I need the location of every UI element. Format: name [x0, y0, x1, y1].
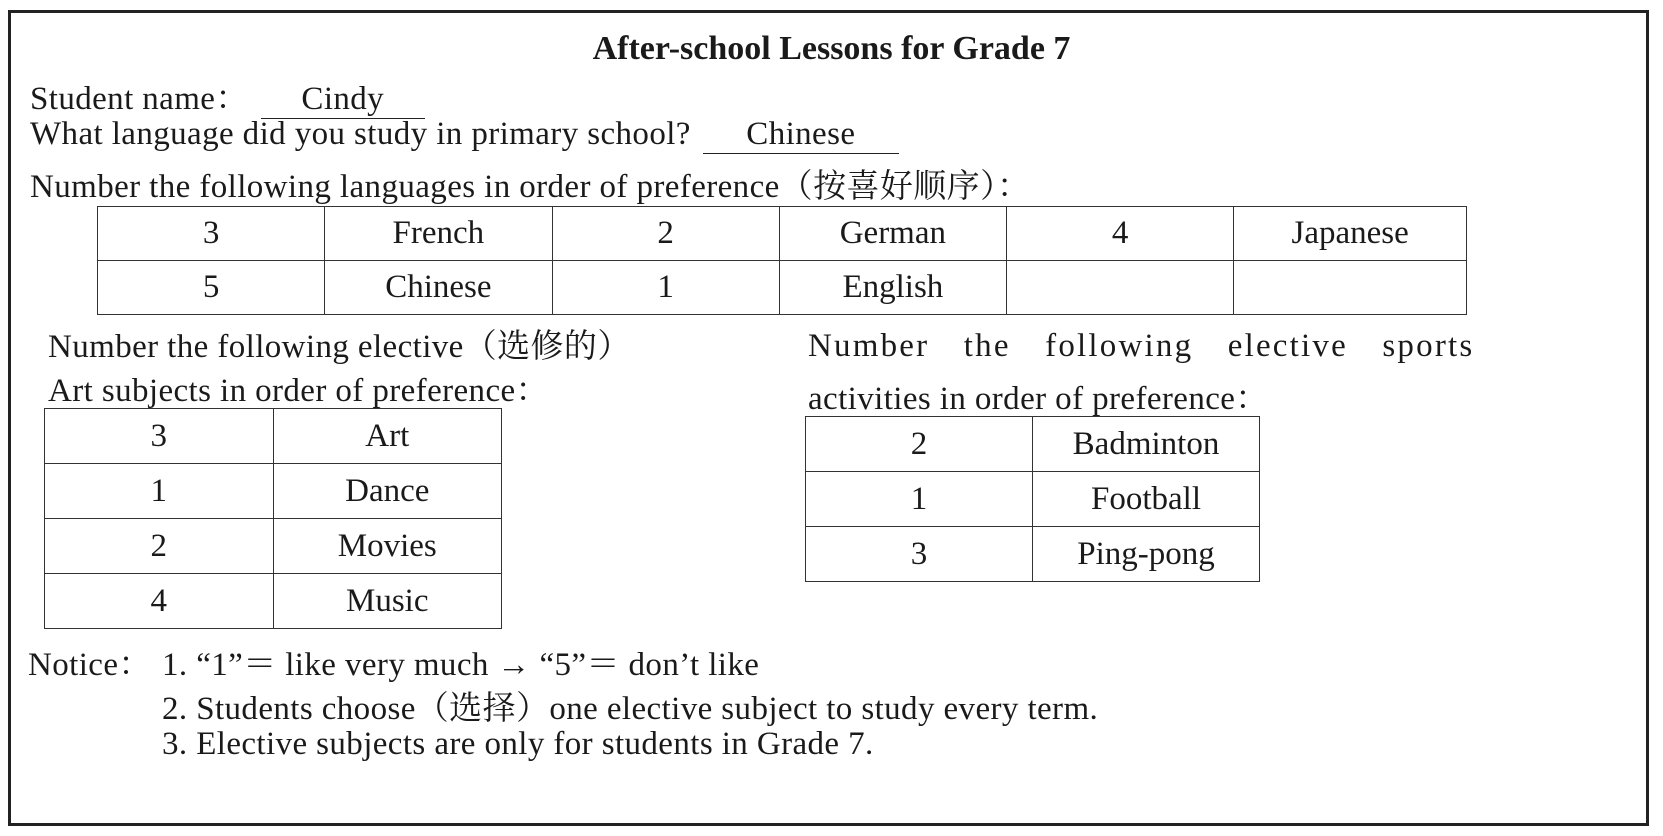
- languages-table: [97, 206, 1467, 315]
- table-cell: 1: [45, 464, 274, 519]
- primary-language-value: Chinese: [703, 116, 899, 154]
- table-cell: English: [779, 261, 1006, 315]
- student-name-value: Cindy: [261, 81, 425, 119]
- art-heading-line2: Art subjects in order of preference：: [48, 373, 549, 409]
- table-row: [98, 207, 1467, 261]
- table-cell: 3: [45, 409, 274, 464]
- table-cell: 4: [1007, 207, 1234, 261]
- table-cell: 2: [45, 519, 274, 574]
- notice-item-3: 3. Elective subjects are only for students in Grade 7.: [162, 726, 874, 762]
- student-name-label: Student name：: [30, 81, 249, 117]
- table-cell: 2: [806, 417, 1033, 472]
- table-cell: Japanese: [1234, 207, 1467, 261]
- languages-heading: Number the following languages in order of preference（按喜好顺序）：: [30, 169, 1031, 205]
- sports-heading-line1: Number the following elective sports: [808, 328, 1475, 364]
- notice-label: Notice：: [28, 647, 152, 683]
- table-row: [45, 574, 502, 629]
- notice-item-1: 1. “1”＝ like very much → “5”＝ don’t like: [162, 647, 760, 683]
- table-cell: 5: [98, 261, 325, 315]
- table-cell: German: [779, 207, 1006, 261]
- table-cell: Ping-pong: [1033, 527, 1260, 582]
- page-title: After-school Lessons for Grade 7: [592, 30, 1071, 67]
- student-name-row: [30, 72, 425, 119]
- table-cell: Dance: [273, 464, 502, 519]
- table-row: [806, 417, 1260, 472]
- sports-table: [805, 416, 1260, 582]
- table-row: [45, 409, 502, 464]
- table-cell: Football: [1033, 472, 1260, 527]
- table-cell: French: [325, 207, 552, 261]
- sports-heading-line2: activities in order of preference：: [808, 381, 1269, 417]
- table-cell: Music: [273, 574, 502, 629]
- table-cell: 3: [806, 527, 1033, 582]
- art-heading-line1: Number the following elective（选修的）: [48, 329, 631, 365]
- table-cell: 4: [45, 574, 274, 629]
- table-cell: 1: [552, 261, 779, 315]
- table-row: [45, 464, 502, 519]
- table-row: [98, 261, 1467, 315]
- primary-language-row: [30, 116, 899, 154]
- table-cell: 1: [806, 472, 1033, 527]
- table-cell: [1007, 261, 1234, 315]
- table-row: [806, 472, 1260, 527]
- notice-item-2: 2. Students choose（选择）one elective subject to study every term.: [162, 691, 1099, 727]
- table-row: [806, 527, 1260, 582]
- table-row: [45, 519, 502, 574]
- table-cell: 2: [552, 207, 779, 261]
- table-cell: Movies: [273, 519, 502, 574]
- table-cell: [1234, 261, 1467, 315]
- art-table: [44, 408, 502, 629]
- table-cell: 3: [98, 207, 325, 261]
- primary-language-label: What language did you study in primary school?: [30, 116, 691, 152]
- table-cell: Badminton: [1033, 417, 1260, 472]
- table-cell: Art: [273, 409, 502, 464]
- table-cell: Chinese: [325, 261, 552, 315]
